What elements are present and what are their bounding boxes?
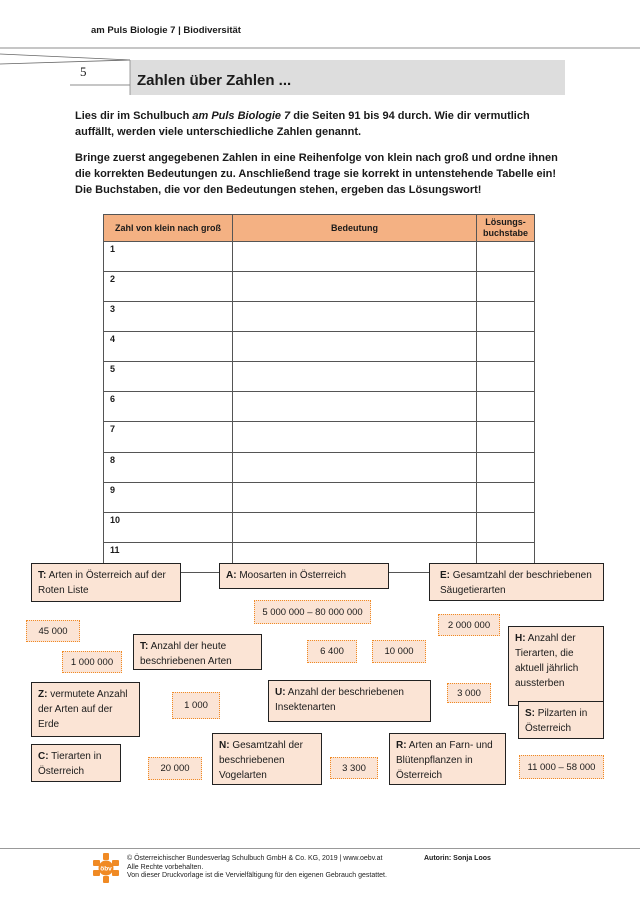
letter-cell[interactable] bbox=[477, 422, 535, 452]
logo-lettering: öbv bbox=[100, 865, 112, 873]
row-index: 6 bbox=[104, 392, 233, 422]
table-row bbox=[104, 512, 535, 542]
number-card[interactable]: 6 400 bbox=[307, 640, 357, 663]
header-decoration bbox=[0, 40, 640, 100]
letter-cell[interactable] bbox=[477, 362, 535, 392]
footer-divider bbox=[0, 848, 640, 849]
col-header-number: Zahl von klein nach groß bbox=[104, 215, 233, 242]
meaning-cell[interactable] bbox=[233, 422, 477, 452]
meaning-cell[interactable] bbox=[233, 302, 477, 332]
col-header-letter: Lösungs-buchstabe bbox=[477, 215, 535, 242]
col-header-meaning: Bedeutung bbox=[233, 215, 477, 242]
table-row bbox=[104, 362, 535, 392]
number-card[interactable]: 3 300 bbox=[330, 757, 378, 779]
number-card[interactable]: 1 000 000 bbox=[62, 651, 122, 673]
table-row bbox=[104, 332, 535, 362]
table-row bbox=[104, 392, 535, 422]
meaning-cell[interactable] bbox=[233, 392, 477, 422]
meaning-card-t-heute-beschrieben[interactable]: T: Anzahl der heute beschriebenen Arten bbox=[133, 634, 262, 670]
table-row bbox=[104, 242, 535, 272]
row-index: 5 bbox=[104, 362, 233, 392]
meaning-card-e-saeugetiere[interactable]: E: Gesamtzahl der beschriebenen Säugetierarten bbox=[429, 563, 604, 601]
meaning-cell[interactable] bbox=[233, 272, 477, 302]
table-row bbox=[104, 272, 535, 302]
meaning-card-a-moosarten[interactable]: A: Moosarten in Österreich bbox=[219, 563, 389, 589]
meaning-card-z-vermutete-arten[interactable]: Z: vermutete Anzahl der Arten auf der Erde bbox=[31, 682, 140, 737]
meaning-cell[interactable] bbox=[233, 482, 477, 512]
row-index: 4 bbox=[104, 332, 233, 362]
letter-cell[interactable] bbox=[477, 482, 535, 512]
number-card[interactable]: 20 000 bbox=[148, 757, 202, 780]
row-index: 3 bbox=[104, 302, 233, 332]
meaning-card-u-insektenarten[interactable]: U: Anzahl der beschriebenen Insektenarten bbox=[268, 680, 431, 722]
row-index: 1 bbox=[104, 242, 233, 272]
letter-cell[interactable] bbox=[477, 302, 535, 332]
answer-table bbox=[103, 214, 535, 573]
number-card[interactable]: 45 000 bbox=[26, 620, 80, 642]
letter-cell[interactable] bbox=[477, 392, 535, 422]
meaning-cell[interactable] bbox=[233, 362, 477, 392]
table-row bbox=[104, 302, 535, 332]
letter-cell[interactable] bbox=[477, 272, 535, 302]
number-card[interactable]: 1 000 bbox=[172, 692, 220, 719]
meaning-card-h-aussterben[interactable]: H: Anzahl der Tierarten, die aktuell jährlich aussterben bbox=[508, 626, 604, 706]
row-index: 8 bbox=[104, 452, 233, 482]
worksheet-title: Zahlen über Zahlen ... bbox=[137, 72, 292, 89]
meaning-cell[interactable] bbox=[233, 452, 477, 482]
number-card[interactable]: 2 000 000 bbox=[438, 614, 500, 636]
table-row bbox=[104, 422, 535, 452]
meaning-cell[interactable] bbox=[233, 332, 477, 362]
number-card[interactable]: 5 000 000 – 80 000 000 bbox=[254, 600, 371, 624]
number-card[interactable]: 11 000 – 58 000 bbox=[519, 755, 604, 779]
meaning-cell[interactable] bbox=[233, 512, 477, 542]
meaning-card-r-farn-bluetenpflanzen[interactable]: R: Arten an Farn- und Blütenpflanzen in Österreich bbox=[389, 733, 506, 785]
worksheet-number: 5 bbox=[80, 64, 87, 79]
meaning-card-s-pilzarten[interactable]: S: Pilzarten in Österreich bbox=[518, 701, 604, 739]
table-row bbox=[104, 452, 535, 482]
meaning-cell[interactable] bbox=[233, 242, 477, 272]
intro-paragraph-2: Bringe zuerst angegebenen Zahlen in eine Reihenfolge von klein nach groß und ordne ihnen die korrekten Bedeutungen zu. Anschließend trage sie korrekt in untenstehende Tabelle ein! Die Buchstaben, die vor den Bedeutungen stehen, ergeben das Lösungswort! bbox=[75, 152, 558, 196]
book-header: am Puls Biologie 7 | Biodiversität bbox=[91, 25, 241, 36]
letter-cell[interactable] bbox=[477, 452, 535, 482]
footer-copyright: © Österreichischer Bundesverlag Schulbuch GmbH & Co. KG, 2019 | www.oebv.at Alle Rechte vorbehalten. Von dieser Druckvorlage ist die Vervielfältigung für den eigenen Gebrauch gestattet. bbox=[127, 855, 387, 879]
publisher-logo bbox=[92, 852, 120, 884]
row-index: 11 bbox=[104, 542, 233, 572]
row-index: 2 bbox=[104, 272, 233, 302]
row-index: 10 bbox=[104, 512, 233, 542]
footer-author: Autorin: Sonja Loos bbox=[424, 855, 491, 862]
meaning-card-n-vogelarten[interactable]: N: Gesamtzahl der beschriebenen Vogelarten bbox=[212, 733, 322, 785]
row-index: 9 bbox=[104, 482, 233, 512]
meaning-card-c-tierarten[interactable]: C: Tierarten in Österreich bbox=[31, 744, 121, 782]
row-index: 7 bbox=[104, 422, 233, 452]
table-row bbox=[104, 482, 535, 512]
number-card[interactable]: 3 000 bbox=[447, 683, 491, 703]
letter-cell[interactable] bbox=[477, 242, 535, 272]
letter-cell[interactable] bbox=[477, 512, 535, 542]
letter-cell[interactable] bbox=[477, 332, 535, 362]
intro-paragraph-1: Lies dir im Schulbuch am Puls Biologie 7 die Seiten 91 bis 94 durch. Wie dir vermutlich auffällt, werden viele unterschiedliche Zahlen genannt. bbox=[75, 110, 530, 138]
number-card[interactable]: 10 000 bbox=[372, 640, 426, 663]
meaning-card-t-rote-liste[interactable]: T: Arten in Österreich auf der Roten Liste bbox=[31, 563, 181, 602]
